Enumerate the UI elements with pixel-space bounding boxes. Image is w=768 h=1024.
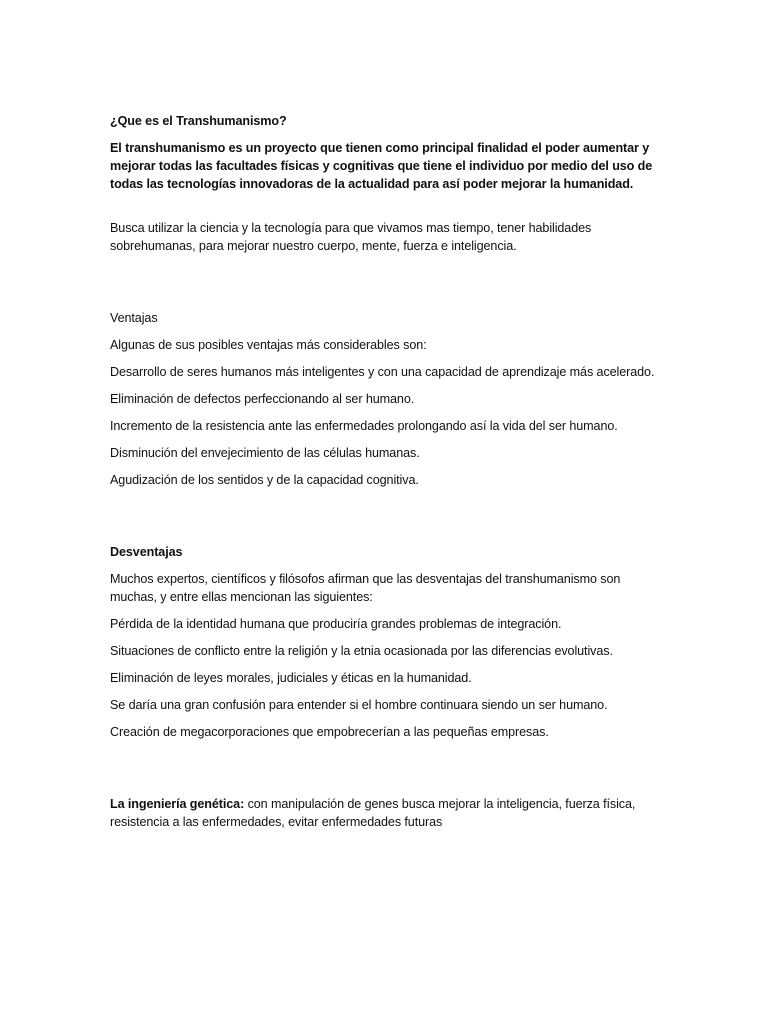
- disadvantage-item: Creación de megacorporaciones que empobrecerían a las pequeñas empresas.: [110, 725, 549, 739]
- definition-paragraph: El transhumanismo es un proyecto que tienen como principal finalidad el poder aumentar y mejorar todas las facultades físicas y cognitivas que tiene el individuo por medio del uso de todas las tecnologías innovadoras de la actualidad para así poder mejorar la humanidad.: [110, 141, 653, 191]
- genetics-paragraph: [110, 795, 655, 831]
- document-page: [110, 112, 655, 840]
- disadvantages-list: [110, 615, 655, 741]
- advantage-item: Desarrollo de seres humanos más inteligentes y con una capacidad de aprendizaje más acelerado.: [110, 365, 655, 379]
- genetics-text: con manipulación de genes busca mejorar la inteligencia, fuerza física, resistencia a las enfermedades, evitar enfermedades futuras: [110, 797, 636, 829]
- disadvantages-heading: Desventajas: [110, 545, 183, 559]
- disadvantage-item: Eliminación de leyes morales, judiciales y éticas en la humanidad.: [110, 671, 472, 685]
- advantage-item: Incremento de la resistencia ante las enfermedades prolongando así la vida del ser humano.: [110, 419, 618, 433]
- genetics-term: La ingeniería genética:: [110, 797, 245, 811]
- advantages-list: [110, 363, 655, 489]
- advantage-item: Disminución del envejecimiento de las células humanas.: [110, 446, 420, 460]
- goal-paragraph: Busca utilizar la ciencia y la tecnología para que vivamos mas tiempo, tener habilidades sobrehumanas, para mejorar nuestro cuerpo, mente, fuerza e inteligencia.: [110, 221, 592, 253]
- disadvantage-item: Situaciones de conflicto entre la religión y la etnia ocasionada por las diferencias evolutivas.: [110, 644, 613, 658]
- advantage-item: Eliminación de defectos perfeccionando al ser humano.: [110, 392, 415, 406]
- document-title: ¿Que es el Transhumanismo?: [110, 114, 287, 128]
- disadvantages-lead: Muchos expertos, científicos y filósofos afirman que las desventajas del transhumanismo son muchas, y entre ellas mencionan las siguientes:: [110, 572, 621, 604]
- disadvantage-item: Pérdida de la identidad humana que produciría grandes problemas de integración.: [110, 617, 562, 631]
- disadvantage-item: Se daría una gran confusión para entender si el hombre continuara siendo un ser humano.: [110, 698, 608, 712]
- advantages-heading: Ventajas: [110, 311, 158, 325]
- advantages-lead: Algunas de sus posibles ventajas más considerables son:: [110, 338, 427, 352]
- advantage-item: Agudización de los sentidos y de la capacidad cognitiva.: [110, 473, 419, 487]
